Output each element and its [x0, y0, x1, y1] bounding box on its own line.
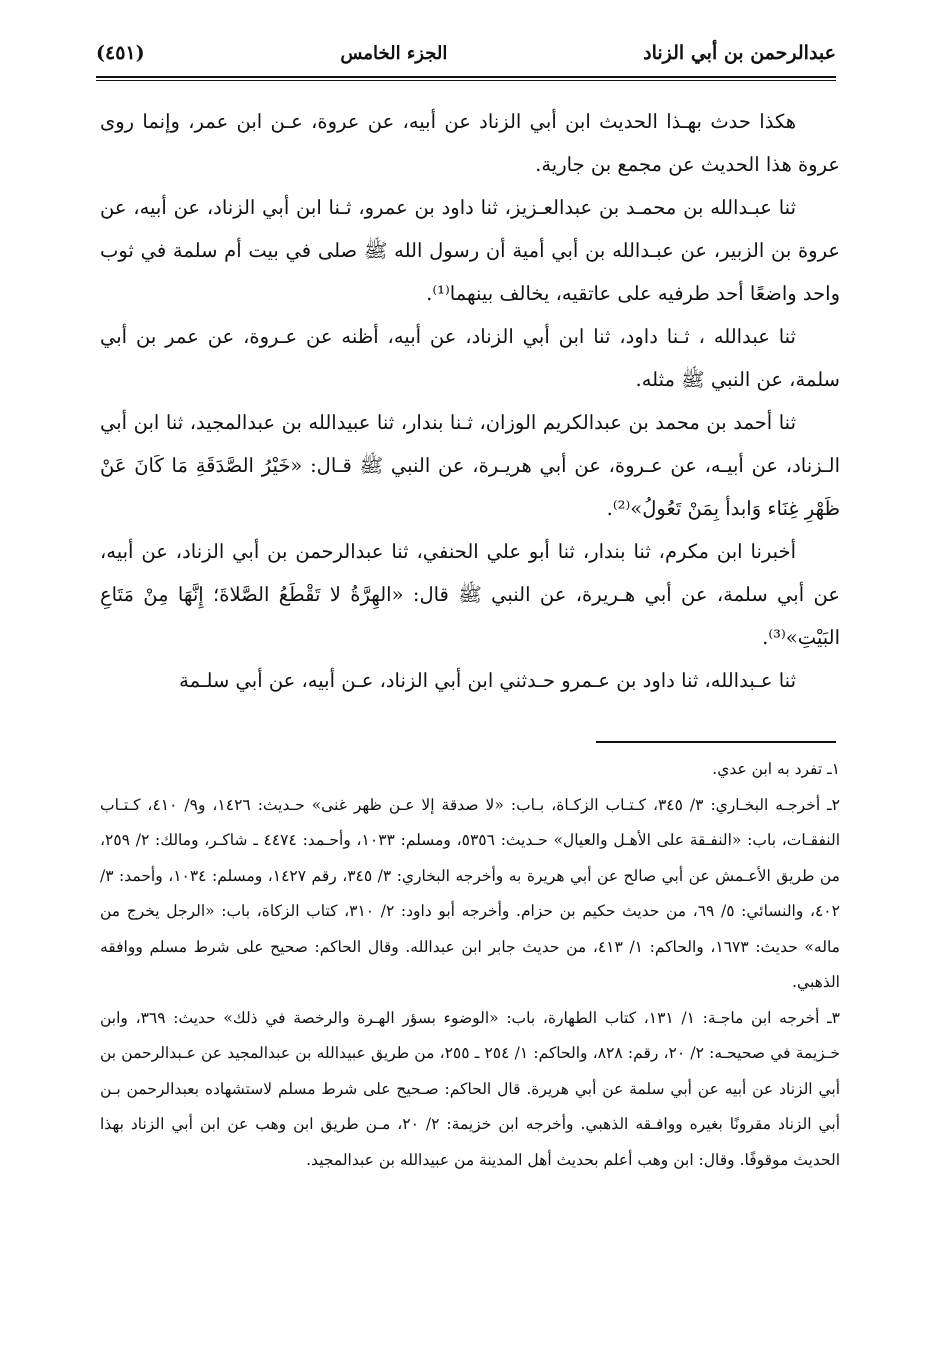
footnote — [100, 752, 840, 788]
paragraph: ثنا عبـدالله بن محمـد بن عبدالعـزيز، ثنا داود بن عمرو، ثـنا ابن أبي الزناد، عن أبيه، عن عروة بن الزبير، عن عبـدالله بن أبي أمية أن رسول الله ﷺ صلى في بيت أم سلمة في ثوب واحد واضعًا أحد طرفيه على عاتقيه، يخالف بينهما⁽¹⁾. — [100, 196, 840, 305]
footnote-number: ٢ـ — [827, 795, 840, 814]
volume-part: الجزء الخامس — [340, 42, 448, 64]
footnote — [100, 788, 840, 1001]
main-text — [100, 100, 840, 705]
paragraph: ثنا عـبدالله، ثنا داود بن عـمرو حـدثني ابن أبي الزناد، عـن أبيه، عن أبي سلـمة — [179, 669, 796, 692]
footnote-text: تفرد به ابن عدي. — [712, 760, 823, 778]
footnote-text: أخرجـه البخـاري: ٣/ ٣٤٥، كـتـاب الزكـاة، بـاب: «لا صدقة إلا عـن ظهر غنى» حـديث: ١٤٢٦، و٩/ ٤١٠، كـتـاب النفقـات، باب: «النفـقة على الأهـل والعيال» حـديث: ٥٣٥٦، ومسلم: ١٠٣٣، وأحـمد: ٤٤٧٤ ـ شاكـر، ومالك: ٢/ ٢٥٩، من طريق الأعـمش عن أبي صالح عن أبي هريرة به وأخرجه البخاري: ٣/ ٣٤٥، رقم ١٤٢٧، ومسلم: ١٠٣٤، وأحمد: ٣/ ٤٠٢، والنسائي: ٥/ ٦٩، من حديث حكيم بن حزام. وأخرجه أبو داود: ٢/ ٣١٠، كتاب الزكاة، باب: «الرجل يخرج من ماله» حديث: ١٦٧٣، والحاكم: ١/ ٤١٣، من حديث جابر ابن عبدالله. وقال الحاكم: صحيح على شرط مسلم ووافقه الذهبي. — [100, 795, 840, 991]
footnote — [100, 1001, 840, 1179]
paragraph: ثنا عبدالله ، ثـنا داود، ثنا ابن أبي الزناد، عن أبيه، أظنه عن عـروة، عن عمر بن أبي سلمة، عن النبي ﷺ مثله. — [100, 325, 840, 391]
paragraph: ثنا أحمد بن محمد بن عبدالكريم الوزان، ثـنا بندار، ثنا عبيدالله بن عبدالمجيد، ثنا ابن أبي الـزناد، عن أبيـه، عن عـروة، عن أبي هريـرة، عن النبي ﷺ قـال: «خَيْرُ الصَّدَقَةِ مَا كَانَ عَنْ ظَهْرِ غِنَاء وَابدأ بِمَنْ تَعُولُ»⁽²⁾. — [100, 411, 840, 520]
book-title: عبدالرحمن بن أبي الزناد — [643, 42, 836, 64]
paragraph: هكذا حدث بهـذا الحديث ابن أبي الزناد عن أبيه، عن عروة، عـن ابن عمر، وإنما روى عروة هذا الحديث عن مجمع بن جارية. — [100, 110, 840, 176]
footnote-text: أخرجه ابن ماجـة: ١/ ١٣١، كتاب الطهارة، باب: «الوضوء بسؤر الهـرة والرخصة في ذلك» حديث: ٣٦٩، وابن خـزيمة في صحيحـه: ٢/ ٢٠، رقم: ٨٢٨، والحاكم: ١/ ٢٥٤ ـ ٢٥٥، من طريق عبيدالله بن عبدالمجيد عن عـبدالرحمن بن أبي الزناد عن أبيه عن أبي سلمة عن أبي هريرة. قال الحاكم: صـحيح على شرط مسلم لاستشهاده بعبدالرحمن بـن أبي الزناد مقرونًا بغيره ووافـقه الذهبي. وأخرجه ابن خزيمة: ٢/ ٢٠، مـن طريق ابن وهب عن ابن أبي الزناد بهذا الحديث موقوفًا. وقال: ابن وهب أعلم بحديث أهل المدينة من عبيدالله بن عبدالمجيد. — [100, 1008, 840, 1169]
footnote-number: ٣ـ — [827, 1008, 840, 1027]
page-number: (٤٥١) — [96, 42, 145, 64]
footnote-number: ١ـ — [827, 760, 840, 778]
paragraph: أخبرنا ابن مكرم، ثنا بندار، ثنا أبو علي الحنفي، ثنا عبدالرحمن بن أبي الزناد، عن أبيه، عن أبي سلمة، عن أبي هـريرة، عن النبي ﷺ قال: «الهِرَّةُ لا تَقْطَعُ الصَّلاةَ؛ إِنَّهَا مِنْ مَتَاعِ البَيْتِ»⁽³⁾. — [100, 540, 840, 649]
running-header — [96, 30, 836, 76]
footnotes — [100, 752, 840, 1322]
footnote-divider — [596, 741, 836, 743]
header-divider — [96, 76, 836, 81]
